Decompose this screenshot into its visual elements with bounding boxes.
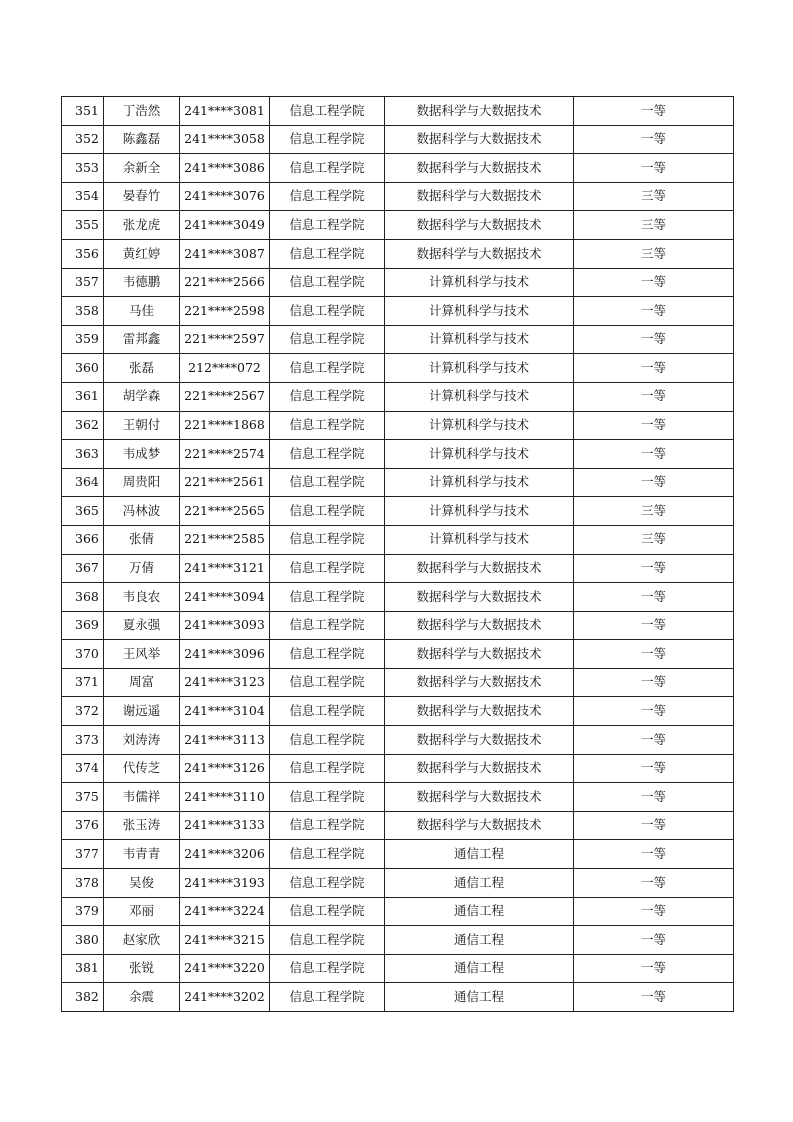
college-name: 信息工程学院	[270, 726, 385, 755]
table-row	[62, 840, 734, 869]
row-number: 352	[62, 125, 104, 154]
student-id: 241****3104	[180, 697, 270, 726]
student-name: 韦儒祥	[104, 783, 180, 812]
award-grade: 一等	[574, 611, 734, 640]
award-grade: 一等	[574, 640, 734, 669]
student-id: 221****2585	[180, 525, 270, 554]
college-name: 信息工程学院	[270, 154, 385, 183]
major-name: 计算机科学与技术	[385, 468, 574, 497]
student-id: 212****072	[180, 354, 270, 383]
row-number: 376	[62, 811, 104, 840]
table-row	[62, 954, 734, 983]
student-name: 晏春竹	[104, 182, 180, 211]
college-name: 信息工程学院	[270, 382, 385, 411]
row-number: 373	[62, 726, 104, 755]
student-id: 241****3215	[180, 926, 270, 955]
major-name: 数据科学与大数据技术	[385, 811, 574, 840]
award-grade: 一等	[574, 154, 734, 183]
major-name: 数据科学与大数据技术	[385, 640, 574, 669]
student-id: 241****3086	[180, 154, 270, 183]
award-grade: 一等	[574, 869, 734, 898]
table-row	[62, 497, 734, 526]
student-id: 221****1868	[180, 411, 270, 440]
major-name: 数据科学与大数据技术	[385, 668, 574, 697]
college-name: 信息工程学院	[270, 182, 385, 211]
student-id: 241****3087	[180, 239, 270, 268]
student-name: 余震	[104, 983, 180, 1012]
student-id: 221****2597	[180, 325, 270, 354]
student-name: 余新全	[104, 154, 180, 183]
row-number: 363	[62, 440, 104, 469]
college-name: 信息工程学院	[270, 954, 385, 983]
college-name: 信息工程学院	[270, 297, 385, 326]
student-name: 张龙虎	[104, 211, 180, 240]
table-row	[62, 640, 734, 669]
student-name: 谢远遥	[104, 697, 180, 726]
table-row	[62, 211, 734, 240]
student-id: 241****3121	[180, 554, 270, 583]
major-name: 计算机科学与技术	[385, 325, 574, 354]
row-number: 368	[62, 583, 104, 612]
college-name: 信息工程学院	[270, 411, 385, 440]
student-name: 吴俊	[104, 869, 180, 898]
student-name: 韦良农	[104, 583, 180, 612]
award-roster-table	[61, 96, 734, 1012]
award-grade: 一等	[574, 926, 734, 955]
major-name: 数据科学与大数据技术	[385, 125, 574, 154]
table-row	[62, 468, 734, 497]
row-number: 355	[62, 211, 104, 240]
table-row	[62, 783, 734, 812]
student-id: 241****3193	[180, 869, 270, 898]
college-name: 信息工程学院	[270, 583, 385, 612]
student-name: 张玉涛	[104, 811, 180, 840]
award-grade: 一等	[574, 840, 734, 869]
student-name: 王朝付	[104, 411, 180, 440]
major-name: 计算机科学与技术	[385, 411, 574, 440]
major-name: 计算机科学与技术	[385, 440, 574, 469]
college-name: 信息工程学院	[270, 783, 385, 812]
major-name: 数据科学与大数据技术	[385, 182, 574, 211]
award-grade: 一等	[574, 325, 734, 354]
college-name: 信息工程学院	[270, 440, 385, 469]
college-name: 信息工程学院	[270, 497, 385, 526]
award-grade: 一等	[574, 726, 734, 755]
student-name: 赵家欣	[104, 926, 180, 955]
table-row	[62, 354, 734, 383]
row-number: 375	[62, 783, 104, 812]
major-name: 通信工程	[385, 983, 574, 1012]
row-number: 351	[62, 97, 104, 126]
table-row	[62, 668, 734, 697]
award-grade: 三等	[574, 211, 734, 240]
student-id: 241****3113	[180, 726, 270, 755]
major-name: 计算机科学与技术	[385, 497, 574, 526]
table-row	[62, 297, 734, 326]
student-name: 韦青青	[104, 840, 180, 869]
major-name: 数据科学与大数据技术	[385, 611, 574, 640]
college-name: 信息工程学院	[270, 668, 385, 697]
table-row	[62, 869, 734, 898]
college-name: 信息工程学院	[270, 840, 385, 869]
college-name: 信息工程学院	[270, 697, 385, 726]
award-grade: 三等	[574, 182, 734, 211]
row-number: 353	[62, 154, 104, 183]
college-name: 信息工程学院	[270, 468, 385, 497]
major-name: 数据科学与大数据技术	[385, 239, 574, 268]
award-grade: 三等	[574, 497, 734, 526]
row-number: 370	[62, 640, 104, 669]
student-id: 241****3081	[180, 97, 270, 126]
major-name: 计算机科学与技术	[385, 268, 574, 297]
student-id: 241****3126	[180, 754, 270, 783]
award-grade: 一等	[574, 754, 734, 783]
college-name: 信息工程学院	[270, 211, 385, 240]
college-name: 信息工程学院	[270, 640, 385, 669]
table-row	[62, 239, 734, 268]
table-row	[62, 97, 734, 126]
student-id: 241****3133	[180, 811, 270, 840]
student-id: 241****3224	[180, 897, 270, 926]
table-row	[62, 182, 734, 211]
student-name: 张锐	[104, 954, 180, 983]
table-row	[62, 382, 734, 411]
table-row	[62, 154, 734, 183]
student-name: 胡学森	[104, 382, 180, 411]
table-row	[62, 611, 734, 640]
award-grade: 一等	[574, 697, 734, 726]
student-name: 代传芝	[104, 754, 180, 783]
award-grade: 一等	[574, 440, 734, 469]
major-name: 数据科学与大数据技术	[385, 783, 574, 812]
row-number: 378	[62, 869, 104, 898]
row-number: 371	[62, 668, 104, 697]
college-name: 信息工程学院	[270, 983, 385, 1012]
table-row	[62, 525, 734, 554]
award-grade: 一等	[574, 468, 734, 497]
student-id: 241****3220	[180, 954, 270, 983]
student-name: 丁浩然	[104, 97, 180, 126]
table-row	[62, 926, 734, 955]
award-grade: 一等	[574, 897, 734, 926]
award-grade: 一等	[574, 97, 734, 126]
table-row	[62, 726, 734, 755]
major-name: 数据科学与大数据技术	[385, 554, 574, 583]
student-id: 241****3202	[180, 983, 270, 1012]
college-name: 信息工程学院	[270, 354, 385, 383]
student-name: 黄红婷	[104, 239, 180, 268]
student-name: 冯林波	[104, 497, 180, 526]
major-name: 计算机科学与技术	[385, 297, 574, 326]
college-name: 信息工程学院	[270, 239, 385, 268]
student-id: 221****2561	[180, 468, 270, 497]
major-name: 通信工程	[385, 897, 574, 926]
student-name: 陈鑫磊	[104, 125, 180, 154]
college-name: 信息工程学院	[270, 611, 385, 640]
student-name: 刘涛涛	[104, 726, 180, 755]
major-name: 数据科学与大数据技术	[385, 754, 574, 783]
row-number: 365	[62, 497, 104, 526]
student-id: 241****3094	[180, 583, 270, 612]
table-row	[62, 754, 734, 783]
college-name: 信息工程学院	[270, 926, 385, 955]
student-id: 221****2565	[180, 497, 270, 526]
major-name: 通信工程	[385, 840, 574, 869]
student-name: 周富	[104, 668, 180, 697]
award-grade: 一等	[574, 954, 734, 983]
award-grade: 一等	[574, 668, 734, 697]
award-grade: 三等	[574, 239, 734, 268]
award-grade: 一等	[574, 297, 734, 326]
student-name: 周贵阳	[104, 468, 180, 497]
student-name: 韦成梦	[104, 440, 180, 469]
major-name: 数据科学与大数据技术	[385, 154, 574, 183]
table-row	[62, 268, 734, 297]
major-name: 计算机科学与技术	[385, 525, 574, 554]
award-grade: 一等	[574, 125, 734, 154]
row-number: 356	[62, 239, 104, 268]
table-row	[62, 811, 734, 840]
award-grade: 一等	[574, 583, 734, 612]
row-number: 362	[62, 411, 104, 440]
row-number: 369	[62, 611, 104, 640]
major-name: 数据科学与大数据技术	[385, 583, 574, 612]
row-number: 377	[62, 840, 104, 869]
student-name: 夏永强	[104, 611, 180, 640]
table-row	[62, 325, 734, 354]
college-name: 信息工程学院	[270, 554, 385, 583]
table-row	[62, 697, 734, 726]
row-number: 367	[62, 554, 104, 583]
student-id: 241****3058	[180, 125, 270, 154]
row-number: 374	[62, 754, 104, 783]
row-number: 381	[62, 954, 104, 983]
major-name: 数据科学与大数据技术	[385, 211, 574, 240]
major-name: 数据科学与大数据技术	[385, 97, 574, 126]
award-grade: 一等	[574, 354, 734, 383]
row-number: 379	[62, 897, 104, 926]
table-row	[62, 983, 734, 1012]
major-name: 通信工程	[385, 954, 574, 983]
table-row	[62, 583, 734, 612]
student-id: 221****2598	[180, 297, 270, 326]
student-name: 张磊	[104, 354, 180, 383]
row-number: 361	[62, 382, 104, 411]
student-name: 王风举	[104, 640, 180, 669]
row-number: 382	[62, 983, 104, 1012]
award-grade: 一等	[574, 268, 734, 297]
table-row	[62, 897, 734, 926]
major-name: 通信工程	[385, 869, 574, 898]
student-name: 张倩	[104, 525, 180, 554]
student-id: 241****3093	[180, 611, 270, 640]
row-number: 354	[62, 182, 104, 211]
college-name: 信息工程学院	[270, 869, 385, 898]
student-id: 241****3049	[180, 211, 270, 240]
student-id: 241****3096	[180, 640, 270, 669]
row-number: 380	[62, 926, 104, 955]
student-id: 241****3110	[180, 783, 270, 812]
student-id: 241****3076	[180, 182, 270, 211]
table-row	[62, 554, 734, 583]
table-row	[62, 440, 734, 469]
row-number: 372	[62, 697, 104, 726]
student-id: 221****2566	[180, 268, 270, 297]
row-number: 358	[62, 297, 104, 326]
student-name: 马佳	[104, 297, 180, 326]
row-number: 357	[62, 268, 104, 297]
major-name: 计算机科学与技术	[385, 354, 574, 383]
roster-body	[62, 97, 734, 1012]
row-number: 364	[62, 468, 104, 497]
award-grade: 一等	[574, 783, 734, 812]
award-grade: 三等	[574, 525, 734, 554]
major-name: 数据科学与大数据技术	[385, 697, 574, 726]
student-name: 万倩	[104, 554, 180, 583]
college-name: 信息工程学院	[270, 125, 385, 154]
major-name: 数据科学与大数据技术	[385, 726, 574, 755]
student-name: 邓丽	[104, 897, 180, 926]
student-id: 221****2567	[180, 382, 270, 411]
student-id: 241****3206	[180, 840, 270, 869]
student-id: 221****2574	[180, 440, 270, 469]
row-number: 360	[62, 354, 104, 383]
college-name: 信息工程学院	[270, 525, 385, 554]
college-name: 信息工程学院	[270, 97, 385, 126]
award-grade: 一等	[574, 382, 734, 411]
row-number: 359	[62, 325, 104, 354]
student-id: 241****3123	[180, 668, 270, 697]
award-grade: 一等	[574, 411, 734, 440]
row-number: 366	[62, 525, 104, 554]
award-grade: 一等	[574, 983, 734, 1012]
college-name: 信息工程学院	[270, 268, 385, 297]
college-name: 信息工程学院	[270, 325, 385, 354]
college-name: 信息工程学院	[270, 811, 385, 840]
student-name: 韦德鹏	[104, 268, 180, 297]
major-name: 计算机科学与技术	[385, 382, 574, 411]
award-grade: 一等	[574, 554, 734, 583]
table-row	[62, 125, 734, 154]
major-name: 通信工程	[385, 926, 574, 955]
college-name: 信息工程学院	[270, 754, 385, 783]
college-name: 信息工程学院	[270, 897, 385, 926]
student-name: 雷邦鑫	[104, 325, 180, 354]
award-grade: 一等	[574, 811, 734, 840]
table-row	[62, 411, 734, 440]
